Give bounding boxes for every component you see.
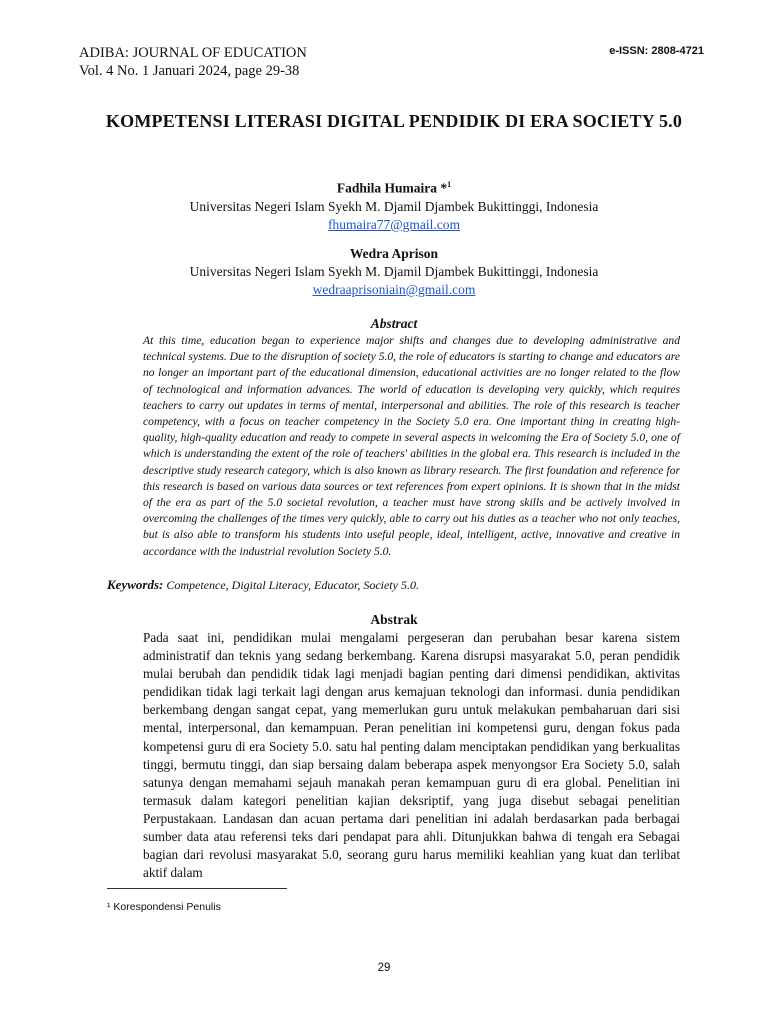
keywords-list: Competence, Digital Literacy, Educator, Society 5.0.	[166, 578, 419, 592]
author-name: Fadhila Humaira *$^1$	[336, 180, 452, 196]
footnote: ¹ Korespondensi Penulis	[107, 901, 221, 913]
abstract-heading: Abstract	[370, 316, 418, 331]
keywords	[107, 577, 419, 593]
author-name: Wedra Aprison	[349, 246, 439, 261]
paper-title: KOMPETENSI LITERASI DIGITAL PENDIDIK DI ERA SOCIETY 5.0	[105, 111, 683, 131]
author-affiliation: Universitas Negeri Islam Syekh M. Djamil Djambek Bukittinggi, Indonesia	[189, 264, 599, 279]
footnote-divider	[107, 888, 287, 889]
abstrak-heading: Abstrak	[370, 612, 418, 627]
footnote-marker: 1	[447, 180, 452, 189]
journal-header	[79, 44, 307, 80]
abstrak-text: Pada saat ini, pendidikan mulai mengalami pergeseran dan perubahan besar karena sistem administratif dan teknis yang sedang berkembang. Karena disrupsi masyarakat 5.0, peran pendidik mulai berubah dan pendidik tidak lagi menjadi bagian penting dari dimensi pendidikan, aktivitas pendidikan tidak lagi terkait lagi dengan arus kemajuan teknologi dan informasi. dunia pendidikan berkembang dengan sangat cepat, yang memerlukan guru untuk melakukan pembaharuan dari sisi mental, interpersonal, dan kemampuan. Peran penelitian ini kompetensi guru, dengan fokus pada kompetensi guru di era Society 5.0. satu hal penting dalam menciptakan pendidikan yang berkualitas tinggi, bermutu tinggi, dan siap bersaing dalam beberapa aspek menyongsor Era Society 5.0, salah satunya dengan memahami sejauh manakah peran kemampuan guru di era global. Penelitian ini termasuk dalam kategori penelitian kajian deksriptif, yang juga disebut sebagai penelitian Perpustakaan. Landasan dan acuan pertama dari penelitian ini adalah berdasarkan pada berbagai sumber data atau referensi teks dari pendapat para ahli. Ditunjukkan bahwa di tengah era Sebagai bagian dari revolusi masyarakat 5.0, seorang guru harus memiliki keahlian yang kuat dan terlibat aktif dalam	[143, 630, 680, 881]
journal-name: ADIBA: JOURNAL OF EDUCATION	[79, 45, 307, 61]
eissn: e-ISSN: 2808-4721	[609, 45, 704, 57]
author-email-link[interactable]: wedraaprisoniain@gmail.com	[312, 282, 476, 297]
author-block-2	[100, 245, 688, 299]
volume-info: Vol. 4 No. 1 Januari 2024, page 29-38	[79, 63, 300, 79]
page-number: 29	[377, 962, 391, 974]
author-email-link[interactable]: fhumaira77@gmail.com	[327, 216, 461, 232]
abstract-text: At this time, education began to experience major shifts and changes due to developing administrative and technical systems. Due to the disruption of society 5.0, the role of educators is starting to change and educators are no longer an important part of the educational dimension, educational activities are no longer related to the flow of technological and information advances. The world of education is developing very quickly, which requires teachers to carry out updates in terms of mental, interpersonal and abilities. The role of this research is teacher competency, with a focus on teacher competency in the Society 5.0 era. One important thing in creating high-quality, high-quality education and ready to compete in several aspects in welcoming the Era of Society 5.0, one of which is understanding the extent of the role of teachers' abilities in the global era. This research is included in the descriptive study research category, which is also known as library research. The first foundation and reference for this research is based on various data sources or text references from expert opinions. It is shown that in the midst of the era as part of the 5.0 societal revolution, a teacher must have strong skills and be actively involved in overcoming the challenges of the times very quickly, able to carry out his duties as a teacher who not only teaches, but is also able to transform his students into useful people, ideal, intelligent, active, innovative and creative in accordance with the industrial revolution Society 5.0.	[143, 334, 680, 558]
keywords-label: Keywords:	[107, 577, 164, 592]
author-affiliation: Universitas Negeri Islam Syekh M. Djamil Djambek Bukittinggi, Indonesia	[189, 198, 599, 214]
author-block-1	[100, 176, 688, 234]
